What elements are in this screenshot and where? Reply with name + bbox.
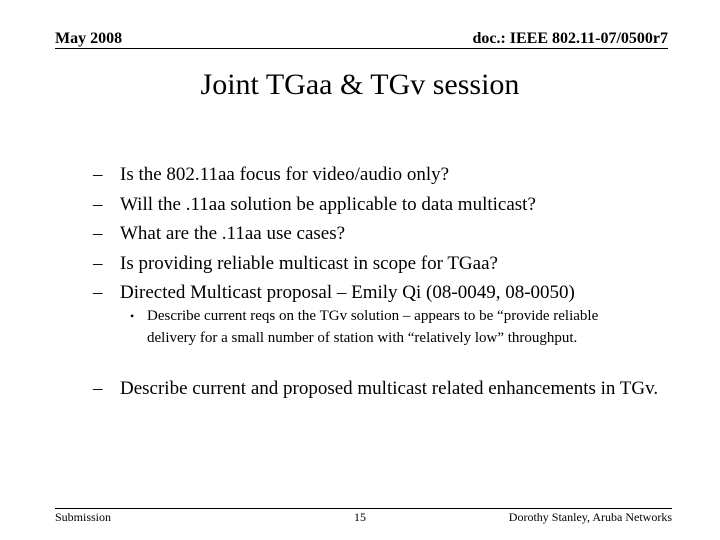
bullet-dash: – xyxy=(93,223,103,244)
bullet-item xyxy=(93,190,673,220)
bullet-dash: – xyxy=(93,378,103,399)
bullet-text: What are the .11aa use cases? xyxy=(120,223,346,244)
bullet-text: Describe current and proposed multicast related enhancements in TGv. xyxy=(120,378,659,399)
slide-title: Joint TGaa & TGv session xyxy=(200,68,520,101)
sub-bullet-list xyxy=(130,306,650,349)
header-doc-id: doc.: IEEE 802.11-07/0500r7 xyxy=(472,30,668,47)
header-date: May 2008 xyxy=(55,30,123,47)
sub-bullet-item xyxy=(130,306,650,349)
footer-submission: Submission xyxy=(55,510,112,524)
bullet-text: Directed Multicast proposal – Emily Qi (08-0049, 08-0050) xyxy=(120,282,575,303)
bullet-text: Is the 802.11aa focus for video/audio only? xyxy=(120,164,450,185)
footer-rule xyxy=(55,508,672,509)
bullet-item xyxy=(93,160,673,190)
sub-bullet-dot: • xyxy=(130,309,135,323)
footer-page-number: 15 xyxy=(354,510,366,524)
bullet-item xyxy=(93,249,673,279)
last-bullet-list xyxy=(93,374,673,404)
sub-bullet-text: Describe current reqs on the TGv solution – appears to be “provide reliable delivery for a small number of station with “relatively low” throughput. xyxy=(147,308,599,346)
bullet-item xyxy=(93,374,673,404)
bullet-dash: – xyxy=(93,164,103,185)
bullet-text: Will the .11aa solution be applicable to data multicast? xyxy=(120,193,536,215)
bullet-list xyxy=(93,160,673,308)
bullet-dash: – xyxy=(93,252,103,274)
bullet-dash: – xyxy=(93,282,103,303)
bullet-item xyxy=(93,278,673,308)
footer-author: Dorothy Stanley, Aruba Networks xyxy=(508,510,672,524)
bullet-text: Is providing reliable multicast in scope for TGaa? xyxy=(120,252,498,274)
header-rule xyxy=(55,48,668,49)
bullet-dash: – xyxy=(93,193,103,215)
bullet-item xyxy=(93,219,673,249)
